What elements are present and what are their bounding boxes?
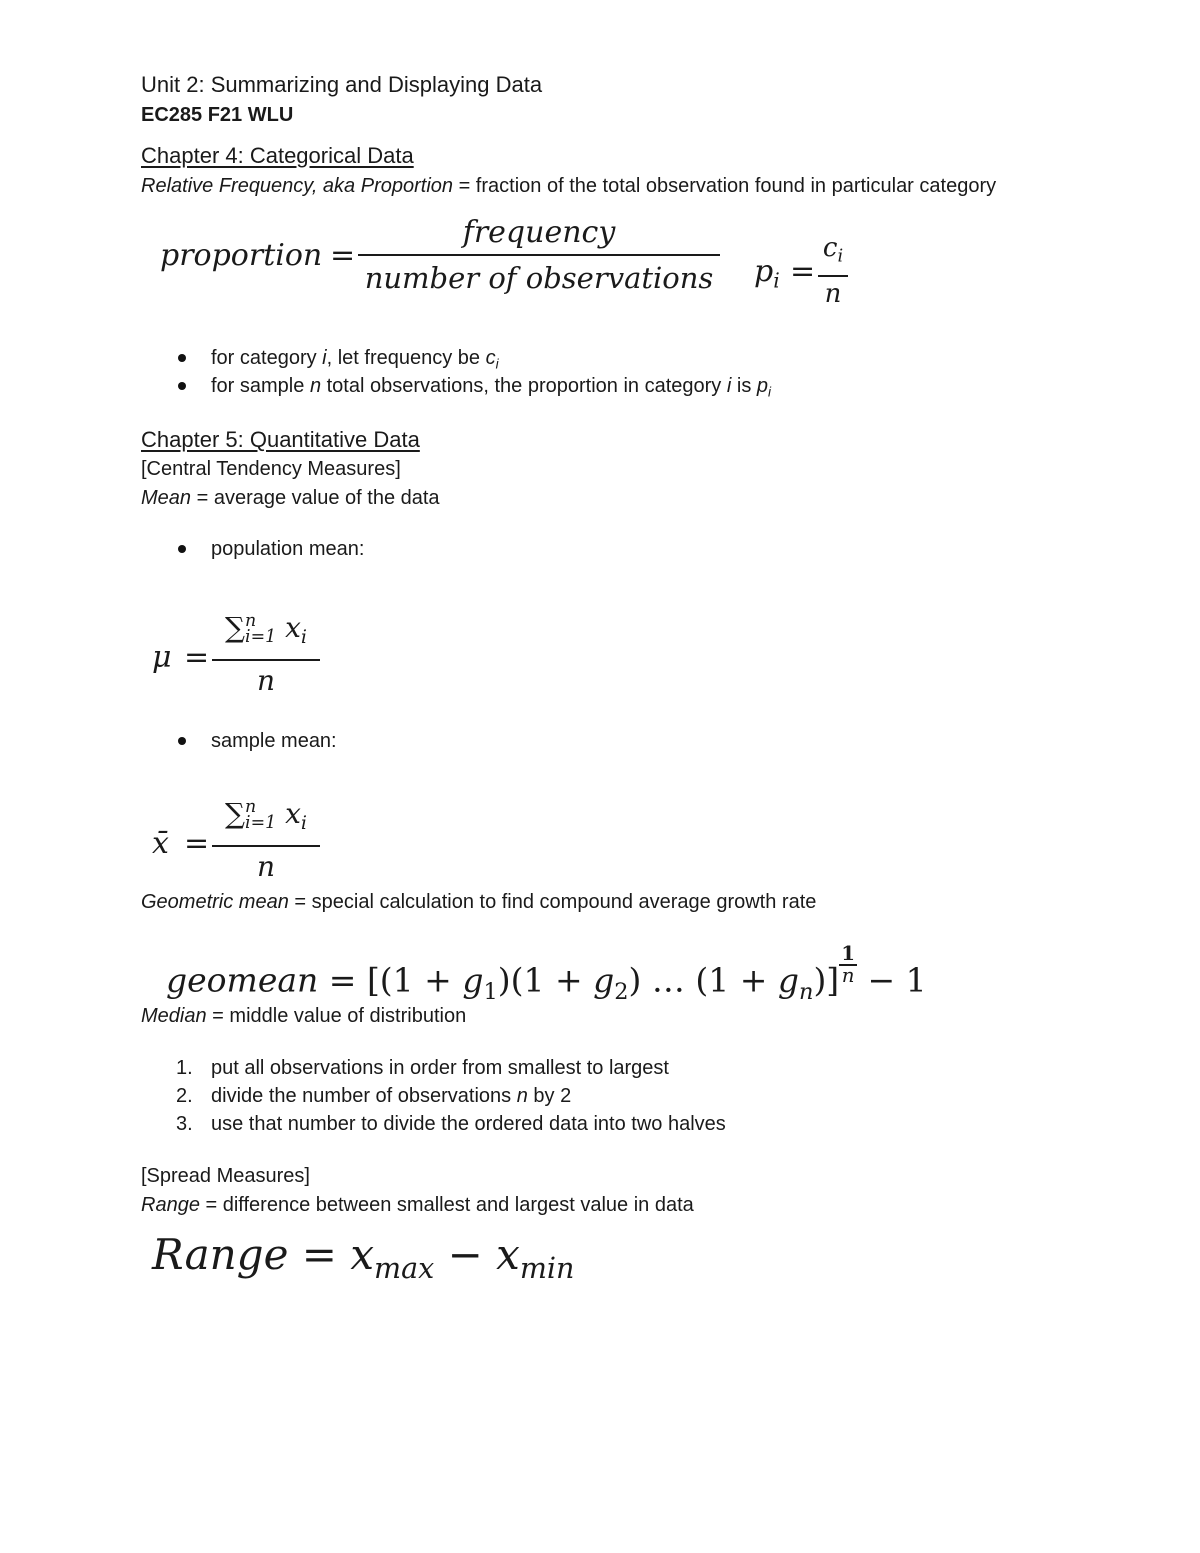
step-number: 3.: [176, 1113, 193, 1135]
bullet-text: for sample: [211, 375, 310, 397]
mu-numerator: [225, 610, 307, 649]
x-sub: i: [300, 626, 307, 649]
step-number: 2.: [176, 1085, 193, 1107]
xbar-lhs: x̄: [152, 826, 169, 861]
sigma-lower: i=1: [245, 812, 277, 833]
bullet-dot: [178, 354, 186, 362]
p-i-lhs: [754, 254, 780, 293]
proportion-numerator: frequency: [462, 215, 616, 250]
mean-term: Mean: [141, 487, 192, 509]
bullet-var-i: i: [322, 347, 327, 369]
geomean-part: ) … (1 +: [628, 960, 778, 1000]
chapter-4-heading: Chapter 4: Categorical Data: [141, 143, 414, 168]
xbar-fraction-bar: [212, 845, 320, 847]
proportion-fraction-bar: [358, 254, 720, 256]
g-sub-2: 2: [614, 978, 629, 1005]
median-step-2: [211, 1084, 571, 1108]
xbar-denominator: n: [256, 850, 276, 884]
x-var: x: [285, 611, 301, 644]
step-text: use that number to divide the ordered data into two halves: [211, 1113, 726, 1135]
geomean-part: )(1 +: [497, 960, 594, 1000]
geomean-lhs: geomean: [166, 960, 319, 1000]
range-eq: =: [301, 1230, 337, 1279]
step-text: by 2: [527, 1085, 572, 1107]
g-var: g: [462, 960, 484, 1000]
sigma-lower: i=1: [245, 626, 277, 647]
p-i-fraction: [818, 232, 848, 309]
xbar-numerator: [225, 796, 307, 835]
p-i-denominator: n: [824, 278, 842, 309]
bullet-var-n: n: [309, 375, 322, 397]
bullet-var-i: i: [726, 375, 732, 397]
range-term: Range: [141, 1194, 200, 1216]
spread-measures-label: [Spread Measures]: [141, 1165, 310, 1187]
bullet-text: is: [731, 375, 757, 397]
x-sub: i: [300, 812, 307, 835]
median-step-3: [211, 1112, 726, 1136]
median-term: Median: [141, 1005, 207, 1027]
bullet-var-c: c: [485, 347, 496, 369]
document-title: Unit 2: Summarizing and Displaying Data: [141, 72, 543, 97]
proportion-denominator: number of observations: [364, 261, 714, 295]
range-definition: [141, 1193, 694, 1217]
bullet-text: for category: [211, 347, 323, 369]
g-sub-n: n: [798, 978, 814, 1005]
sample-mean-label: sample mean:: [211, 730, 337, 752]
bullet-text: total observations, the proportion in category: [321, 375, 727, 397]
mu-eq: =: [184, 640, 210, 675]
relative-frequency-definition: [141, 174, 996, 198]
sigma-symbol: ∑: [225, 611, 246, 644]
median-step-1: [211, 1056, 669, 1080]
g-var: g: [593, 960, 615, 1000]
step-var-n: n: [516, 1085, 528, 1107]
x-sub-max: max: [374, 1251, 435, 1286]
c-var: c: [822, 233, 838, 263]
minus-sign: −: [447, 1230, 483, 1279]
bullet-dot: [178, 545, 186, 553]
step-number: 1.: [176, 1057, 193, 1079]
g-var: g: [777, 960, 799, 1000]
c-sub: i: [837, 246, 844, 267]
range-formula: [152, 1228, 574, 1295]
range-lhs: Range: [152, 1230, 289, 1279]
geometric-mean-definition: [141, 890, 816, 914]
proportion-lhs: proportion: [160, 238, 323, 273]
range-text: = difference between smallest and largest value in data: [199, 1194, 694, 1216]
mu-fraction-bar: [212, 659, 320, 661]
step-text: divide the number of observations: [211, 1085, 517, 1107]
mu-lhs: μ: [152, 640, 172, 675]
bullet-category-frequency: [211, 346, 499, 376]
p-i-numerator: [822, 233, 844, 267]
chapter-5-heading: Chapter 5: Quantitative Data: [141, 427, 420, 452]
bullet-var-p: p: [756, 375, 768, 397]
bullet-text: , let frequency be: [326, 347, 486, 369]
relative-frequency-text: = fraction of the total observation found in particular category: [453, 175, 997, 197]
mu-denominator: n: [256, 664, 276, 698]
xbar-fraction: [212, 796, 320, 883]
x-sub-min: min: [519, 1251, 575, 1286]
mu-fraction: [212, 610, 320, 697]
sigma-upper: n: [245, 610, 257, 631]
bullet-sub-i: i: [495, 356, 499, 372]
p-i-eq: =: [790, 254, 816, 289]
x-var: x: [496, 1230, 520, 1279]
p-sub: i: [773, 268, 780, 293]
geomean-part: )]: [813, 960, 840, 1000]
sigma-upper: n: [245, 796, 257, 817]
geomean-exponent: [839, 941, 857, 987]
mean-definition: [141, 486, 440, 510]
central-tendency-label: [Central Tendency Measures]: [141, 458, 401, 480]
geomean-part: [(1 +: [366, 960, 463, 1000]
course-code: EC285 F21 WLU: [141, 104, 294, 126]
bullet-dot: [178, 382, 186, 390]
g-sub-1: 1: [483, 978, 498, 1005]
x-var: x: [285, 797, 301, 830]
sigma-symbol: ∑: [225, 797, 246, 830]
median-text: = middle value of distribution: [206, 1005, 467, 1027]
geometric-mean-term: Geometric mean: [141, 891, 289, 913]
step-text: put all observations in order from smallest to largest: [211, 1057, 669, 1079]
geomean-tail: − 1: [856, 960, 927, 1000]
x-var: x: [350, 1230, 375, 1279]
p-i-fraction-bar: [818, 275, 848, 277]
population-mean-label: population mean:: [211, 538, 365, 560]
proportion-fraction: [358, 214, 720, 296]
geomean-eq: =: [328, 960, 357, 1000]
bullet-sample-proportion: [211, 374, 771, 404]
xbar-eq: =: [184, 826, 210, 861]
proportion-eq: =: [330, 238, 356, 273]
mean-text: = average value of the data: [191, 487, 440, 509]
median-definition: [141, 1004, 466, 1028]
exponent-numerator: 1: [841, 941, 855, 965]
geometric-mean-text: = special calculation to find compound average growth rate: [288, 891, 817, 913]
exponent-denominator: n: [841, 963, 855, 987]
p-var: p: [754, 254, 774, 289]
relative-frequency-term: Relative Frequency, aka Proportion: [141, 175, 454, 197]
bullet-dot: [178, 737, 186, 745]
bullet-sub-i: i: [768, 384, 772, 400]
